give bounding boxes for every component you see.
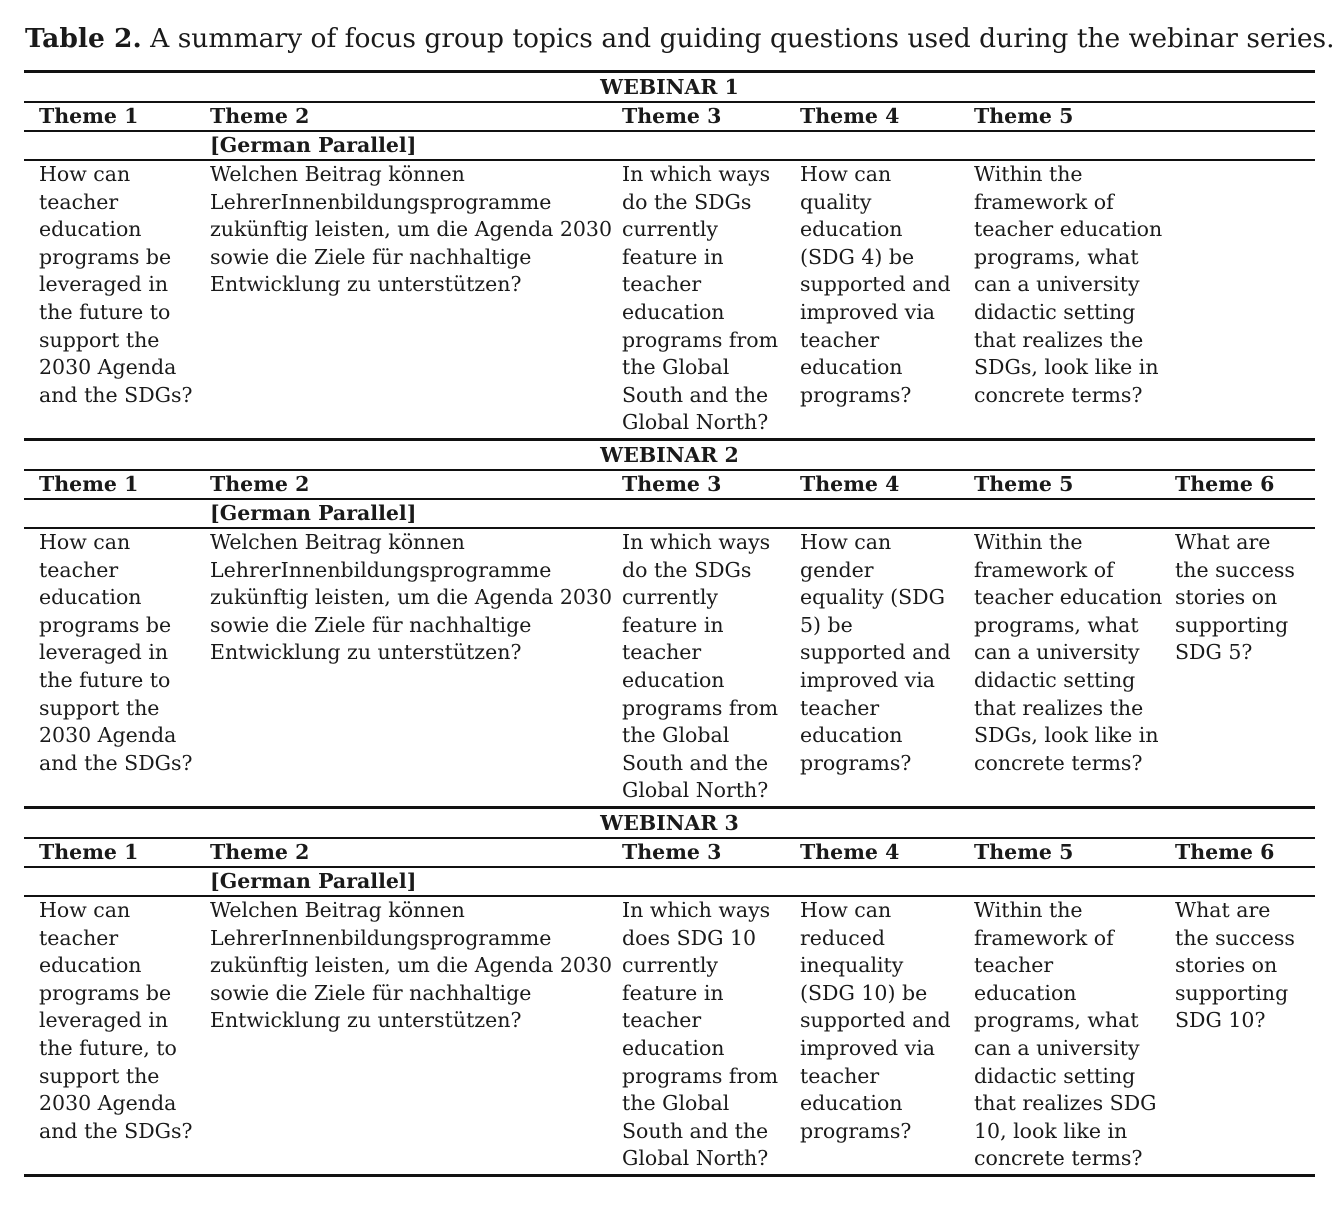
question-line: inequality (800, 953, 904, 978)
question-cell-theme-6 (1175, 529, 1295, 667)
question-line: Entwicklung zu unterstützen? (210, 272, 522, 297)
question-line: the future, to (39, 1035, 177, 1060)
question-line: teacher education (974, 585, 1163, 610)
question-line: zukünftig leisten, um die Agenda 2030 (210, 585, 613, 610)
question-line: currently (622, 585, 718, 610)
question-line: Global North? (622, 778, 769, 803)
question-line: education (39, 953, 142, 978)
theme-header-2: Theme 2 (210, 840, 310, 864)
german-parallel-label: [German Parallel] (210, 133, 417, 157)
question-line: What are (1175, 530, 1271, 554)
question-line: sowie die Ziele für nachhaltige (210, 244, 532, 269)
question-cell-theme-4 (800, 897, 951, 1145)
question-line: do the SDGs (622, 189, 752, 214)
question-line: didactic setting (974, 1063, 1136, 1088)
question-line: reduced (800, 925, 885, 950)
question-line: improved via (800, 1035, 935, 1060)
question-line: 10, look like in (974, 1118, 1128, 1143)
question-line: that realizes the (974, 327, 1144, 352)
question-line: leveraged in (39, 640, 169, 665)
question-line: programs from (622, 695, 779, 720)
german-parallel-label: [German Parallel] (210, 501, 417, 525)
question-line: education (800, 1091, 903, 1116)
question-cell-theme-6 (1175, 897, 1295, 1035)
question-line: equality (SDG (800, 585, 945, 610)
question-line: support the (39, 1063, 160, 1088)
question-line: 5) be (800, 612, 853, 637)
question-line: Within the (974, 162, 1083, 186)
question-cell-theme-3 (622, 529, 778, 805)
german-parallel-label: [German Parallel] (210, 869, 417, 893)
question-line: In which ways (622, 530, 771, 554)
question-line: In which ways (622, 898, 771, 922)
question-line: education (39, 217, 142, 242)
question-line: Entwicklung zu unterstützen? (210, 640, 522, 665)
question-line: South and the (622, 382, 769, 407)
question-line: the Global (622, 1091, 730, 1116)
question-line: support the (39, 327, 160, 352)
german-parallel-row (24, 868, 1315, 895)
question-line: teacher (622, 272, 702, 297)
webinar-title: WEBINAR 2 (600, 443, 739, 467)
theme-header-1: Theme 1 (39, 840, 139, 864)
question-line: education (622, 667, 725, 692)
question-line: 2030 Agenda (39, 355, 177, 380)
question-line: South and the (622, 1118, 769, 1143)
question-line: teacher (800, 1063, 880, 1088)
question-line: SDGs, look like in (974, 723, 1159, 748)
question-line: and the SDGs? (39, 382, 193, 407)
question-line: South and the (622, 750, 769, 775)
question-line: zukünftig leisten, um die Agenda 2030 (210, 953, 613, 978)
question-line: LehrerInnenbildungsprogramme (210, 925, 552, 950)
question-cell-theme-1 (39, 161, 193, 409)
question-line: education (800, 355, 903, 380)
question-line: feature in (622, 980, 724, 1005)
question-line: concrete terms? (974, 382, 1143, 407)
theme-header-1: Theme 1 (39, 472, 139, 496)
question-cell-theme-2 (210, 161, 612, 299)
caption-text: A summary of focus group topics and guiding questions used during the webinar series. (150, 23, 1335, 54)
webinar-title: WEBINAR 3 (600, 811, 739, 835)
question-line: currently (622, 217, 718, 242)
question-line: the Global (622, 355, 730, 380)
question-cell-theme-3 (622, 897, 778, 1173)
question-cell-theme-2 (210, 529, 612, 667)
question-cell-theme-3 (622, 161, 778, 437)
question-line: education (622, 1035, 725, 1060)
question-line: SDG 10? (1175, 1008, 1266, 1033)
webinar-title: WEBINAR 1 (600, 75, 739, 99)
question-line: concrete terms? (974, 1146, 1143, 1171)
question-line: framework of (974, 557, 1114, 582)
question-line: supported and (800, 272, 951, 297)
question-line: programs from (622, 327, 779, 352)
question-line: How can (39, 898, 131, 922)
question-line: Within the (974, 530, 1083, 554)
question-line: currently (622, 953, 718, 978)
question-line: SDG 5? (1175, 640, 1253, 665)
question-row (24, 161, 1315, 438)
question-line: programs, what (974, 1008, 1139, 1033)
question-line: How can (39, 162, 131, 186)
question-line: teacher (622, 640, 702, 665)
table-bottom-rule (24, 1174, 1315, 1177)
question-cell-theme-5 (974, 529, 1162, 777)
question-line: can a university (974, 1035, 1140, 1060)
question-line: and the SDGs? (39, 750, 193, 775)
question-line: Global North? (622, 1146, 769, 1171)
theme-header-row (24, 839, 1315, 866)
theme-header-5: Theme 5 (974, 104, 1074, 128)
question-line: Welchen Beitrag können (210, 530, 465, 554)
question-line: Global North? (622, 410, 769, 435)
question-line: improved via (800, 667, 935, 692)
question-line: LehrerInnenbildungsprogramme (210, 189, 552, 214)
question-line: do the SDGs (622, 557, 752, 582)
question-line: that realizes the (974, 695, 1144, 720)
question-line: education (39, 585, 142, 610)
question-line: didactic setting (974, 667, 1136, 692)
question-line: programs be (39, 612, 172, 637)
question-line: supporting (1175, 980, 1289, 1005)
question-line: education (800, 217, 903, 242)
question-line: the success (1175, 557, 1295, 582)
question-line: education (622, 299, 725, 324)
question-line: How can (39, 530, 131, 554)
german-parallel-row (24, 132, 1315, 159)
question-line: teacher (622, 1008, 702, 1033)
question-line: stories on (1175, 953, 1278, 978)
question-line: concrete terms? (974, 750, 1143, 775)
theme-header-2: Theme 2 (210, 472, 310, 496)
question-line: support the (39, 695, 160, 720)
question-line: programs from (622, 1063, 779, 1088)
question-line: teacher education (974, 217, 1163, 242)
theme-header-4: Theme 4 (800, 104, 900, 128)
question-line: 2030 Agenda (39, 723, 177, 748)
question-line: leveraged in (39, 1008, 169, 1033)
question-cell-theme-5 (974, 897, 1157, 1173)
summary-table (24, 70, 1315, 1177)
question-line: programs, what (974, 244, 1139, 269)
theme-header-row (24, 471, 1315, 498)
question-line: teacher (800, 327, 880, 352)
question-line: teacher (39, 557, 119, 582)
theme-header-5: Theme 5 (974, 472, 1074, 496)
theme-header-3: Theme 3 (622, 104, 722, 128)
question-line: the Global (622, 723, 730, 748)
question-line: gender (800, 557, 874, 582)
question-line: framework of (974, 925, 1114, 950)
question-cell-theme-4 (800, 529, 951, 777)
question-line: SDGs, look like in (974, 355, 1159, 380)
question-line: feature in (622, 244, 724, 269)
question-line: programs? (800, 382, 912, 407)
question-line: didactic setting (974, 299, 1136, 324)
question-cell-theme-1 (39, 529, 193, 777)
question-line: education (800, 723, 903, 748)
question-line: the future to (39, 299, 171, 324)
question-line: feature in (622, 612, 724, 637)
question-line: In which ways (622, 162, 771, 186)
theme-header-1: Theme 1 (39, 104, 139, 128)
question-line: can a university (974, 640, 1140, 665)
question-row (24, 529, 1315, 806)
question-line: How can (800, 530, 892, 554)
question-line: teacher (39, 189, 119, 214)
question-line: programs be (39, 244, 172, 269)
question-line: How can (800, 898, 892, 922)
question-line: stories on (1175, 585, 1278, 610)
question-line: supporting (1175, 612, 1289, 637)
question-line: zukünftig leisten, um die Agenda 2030 (210, 217, 613, 242)
question-line: programs? (800, 750, 912, 775)
question-cell-theme-1 (39, 897, 193, 1145)
theme-header-2: Theme 2 (210, 104, 310, 128)
question-cell-theme-5 (974, 161, 1162, 409)
theme-header-4: Theme 4 (800, 840, 900, 864)
question-line: framework of (974, 189, 1114, 214)
question-line: the future to (39, 667, 171, 692)
question-line: does SDG 10 (622, 925, 757, 950)
question-line: sowie die Ziele für nachhaltige (210, 980, 532, 1005)
question-line: (SDG 4) be (800, 244, 915, 269)
question-line: teacher (39, 925, 119, 950)
question-line: programs be (39, 980, 172, 1005)
table-caption (25, 22, 1335, 56)
question-line: programs? (800, 1118, 912, 1143)
question-row (24, 897, 1315, 1174)
theme-header-3: Theme 3 (622, 472, 722, 496)
question-line: teacher (974, 953, 1054, 978)
question-line: What are (1175, 898, 1271, 922)
question-line: teacher (800, 695, 880, 720)
question-line: sowie die Ziele für nachhaltige (210, 612, 532, 637)
theme-header-row (24, 103, 1315, 130)
german-parallel-row (24, 500, 1315, 527)
caption-label: Table 2. (25, 23, 142, 54)
question-line: supported and (800, 1008, 951, 1033)
theme-header-6: Theme 6 (1175, 472, 1275, 496)
theme-header-6: Theme 6 (1175, 840, 1275, 864)
theme-header-4: Theme 4 (800, 472, 900, 496)
question-line: improved via (800, 299, 935, 324)
question-cell-theme-4 (800, 161, 951, 409)
question-line: education (974, 980, 1077, 1005)
question-line: 2030 Agenda (39, 1091, 177, 1116)
question-line: (SDG 10) be (800, 980, 928, 1005)
question-line: supported and (800, 640, 951, 665)
question-line: and the SDGs? (39, 1118, 193, 1143)
question-line: can a university (974, 272, 1140, 297)
question-line: Entwicklung zu unterstützen? (210, 1008, 522, 1033)
question-line: How can (800, 162, 892, 186)
question-line: the success (1175, 925, 1295, 950)
question-line: leveraged in (39, 272, 169, 297)
question-line: Welchen Beitrag können (210, 162, 465, 186)
theme-header-5: Theme 5 (974, 840, 1074, 864)
question-line: quality (800, 189, 872, 214)
question-line: that realizes SDG (974, 1091, 1157, 1116)
question-line: Welchen Beitrag können (210, 898, 465, 922)
question-cell-theme-2 (210, 897, 612, 1035)
question-line: programs, what (974, 612, 1139, 637)
theme-header-3: Theme 3 (622, 840, 722, 864)
question-line: Within the (974, 898, 1083, 922)
question-line: LehrerInnenbildungsprogramme (210, 557, 552, 582)
